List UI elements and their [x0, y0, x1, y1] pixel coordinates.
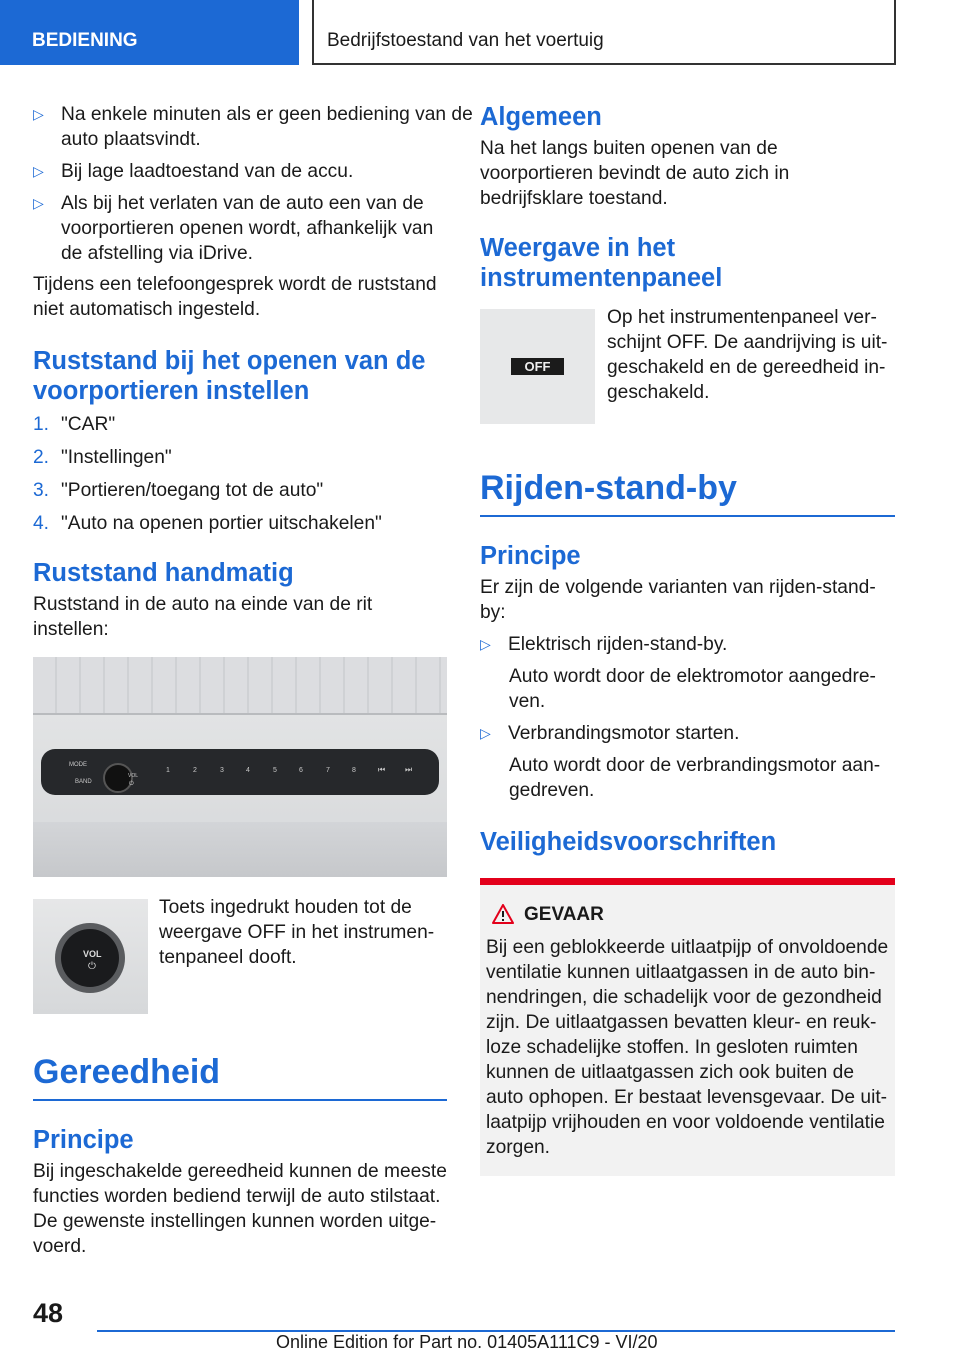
danger-box — [480, 878, 895, 1176]
preset-2: 2 — [193, 767, 197, 774]
vol-label: VOL — [128, 773, 139, 779]
list-item: 3. "Portieren/toegang tot de auto" — [33, 480, 324, 501]
skip-back-icon: ⏮ — [378, 765, 386, 774]
list-item: ▷ Als bij het verlaten van de auto een van de voorportieren openen wordt, afhankelijk van de afstelling via iDrive. — [33, 193, 434, 264]
heading-door-rest: Ruststand bij het openen van de voorportieren instellen — [33, 347, 426, 405]
knob-row — [33, 899, 447, 1015]
heading-gereedheid: Gereedheid — [33, 1049, 447, 1101]
list-item: ▷ Verbrandingsmotor starten. — [480, 723, 740, 744]
section-title: BEDIENING — [32, 30, 138, 51]
left-column — [33, 102, 473, 1259]
page-number: 48 — [33, 1298, 64, 1328]
steps-list — [33, 412, 447, 536]
radio-panel-image — [33, 657, 447, 877]
standby-intro: Er zijn de volgende varianten van rijden-stand-by: — [480, 577, 876, 623]
preset-8: 8 — [352, 767, 356, 774]
triangle-bullet-icon: ▷ — [33, 195, 44, 211]
triangle-bullet-icon: ▷ — [480, 636, 491, 652]
general-text: Na het langs buiten openen van de voorportieren bevindt de auto zich in bedrijfsklare toestand. — [480, 138, 790, 209]
band-label: BAND — [75, 779, 92, 785]
section-tab — [0, 0, 299, 65]
danger-text: Bij een geblokkeerde uitlaatpijp of onvoldoende ventilatie kunnen uitlaatgassen in de auto bin-nendringen, die schadelijk voor de gezondheid zijn. De uitlaatgassen bevatten kleur- en reuk-loze schadelijke stoffen. In gesloten ruimten kunnen de uitlaatgassen zich ook buiten de auto ophopen. Er bestaat levensgevaar. De uit-laatpijp vrijhouden en voor voldoende ventilatie zorgen. — [486, 937, 889, 1158]
display-row — [480, 309, 895, 425]
preset-3: 3 — [220, 767, 224, 774]
preset-1: 1 — [166, 767, 170, 774]
preset-5: 5 — [273, 767, 277, 774]
heading-rijden-stand-by: Rijden-stand-by — [480, 465, 895, 517]
triangle-bullet-icon: ▷ — [33, 106, 44, 122]
list-item: ▷ Bij lage laadtoestand van de accu. — [33, 161, 354, 182]
heading-principe: Principe — [33, 1126, 134, 1154]
list-item: 2. "Instellingen" — [33, 447, 172, 468]
off-badge: OFF — [511, 358, 564, 375]
danger-header — [480, 885, 895, 925]
manual-text: Ruststand in de auto na einde van de rit instellen: — [33, 594, 373, 640]
preset-7: 7 — [326, 767, 330, 774]
heading-display: Weergave in het instrumentenpaneel — [480, 234, 723, 292]
heading-manual-rest: Ruststand handmatig — [33, 559, 294, 587]
knob-vol-label: VOL — [83, 949, 102, 959]
variant-description: Auto wordt door de verbrandingsmotor aan-gedreven. — [509, 755, 881, 801]
off-display-image — [480, 309, 595, 424]
mode-label: MODE — [69, 762, 87, 768]
list-item: 1. "CAR" — [33, 414, 116, 435]
page-header — [312, 0, 896, 65]
display-text: Op het instrumentenpaneel ver-schijnt OFF. De aandrijving is uit-geschakeld en de gereedheid in-geschakeld. — [607, 307, 888, 403]
heading-safety: Veiligheidsvoorschriften — [480, 828, 777, 856]
variant-description: Auto wordt door de elektromotor aangedre-ven. — [509, 666, 876, 712]
triangle-bullet-icon: ▷ — [480, 725, 491, 741]
skip-forward-icon: ⏭ — [405, 765, 413, 774]
knob-text: Toets ingedrukt houden tot de weergave OFF in het instrumen-tenpaneel dooft. — [159, 897, 435, 968]
edition-info: Online Edition for Part no. 01405A111C9 - VI/20 — [276, 1332, 658, 1352]
right-column — [480, 102, 895, 1176]
power-icon: ⏻ — [88, 961, 96, 972]
warning-triangle-icon — [492, 904, 514, 924]
preset-4: 4 — [246, 767, 250, 774]
heading-principe-2: Principe — [480, 542, 581, 570]
power-icon: ⏻ — [129, 781, 134, 787]
preset-6: 6 — [299, 767, 303, 774]
list-item: ▷ Na enkele minuten als er geen bediening van de auto plaatsvindt. — [33, 104, 473, 150]
heading-algemeen: Algemeen — [480, 103, 602, 131]
list-item: ▷ Elektrisch rijden-stand-by. — [480, 634, 728, 655]
page-title: Bedrijfstoestand van het voertuig — [327, 30, 604, 51]
ready-text: Bij ingeschakelde gereedheid kunnen de meeste functies worden bediend terwijl de auto stilstaat. De gewenste instellingen kunnen worden uitge-voerd. — [33, 1161, 447, 1257]
vol-knob-image — [33, 899, 148, 1014]
triangle-bullet-icon: ▷ — [33, 163, 44, 179]
phone-note: Tijdens een telefoongesprek wordt de ruststand niet automatisch ingesteld. — [33, 274, 437, 320]
danger-title: GEVAAR — [524, 904, 604, 925]
list-item: 4. "Auto na openen portier uitschakelen" — [33, 513, 382, 534]
